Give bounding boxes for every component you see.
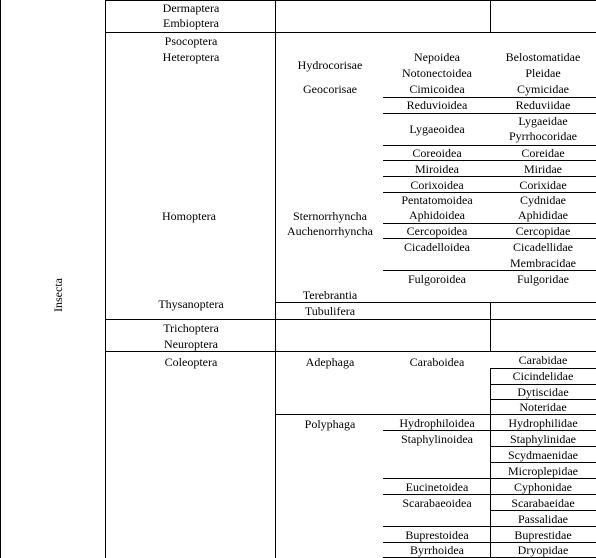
superfamily-coreoidea: Coreoidea	[412, 146, 462, 160]
order-heteroptera: Heteroptera	[162, 50, 220, 64]
family-coreidae: Coreidae	[521, 146, 565, 160]
family-belostomatidae: Belostomatidae	[505, 50, 581, 64]
row-divider	[105, 32, 596, 33]
family-scydmaenidae: Scydmaenidae	[508, 448, 578, 462]
row-divider	[490, 446, 596, 447]
family-cymicidae: Cymicidae	[517, 82, 569, 96]
superfamily-fulgoroidea: Fulgoroidea	[408, 272, 466, 286]
order-neuroptera: Neuroptera	[164, 337, 218, 351]
family-staphylinidae: Staphylinidae	[510, 432, 576, 446]
order-homoptera: Homoptera	[162, 209, 216, 223]
column-divider-superfamily	[490, 302, 491, 319]
row-divider	[490, 462, 596, 463]
superfamily-caraboidea: Caraboidea	[409, 355, 465, 369]
family-corixidae: Corixidae	[519, 178, 567, 192]
order-trichoptera: Trichoptera	[163, 321, 219, 335]
row-divider	[383, 430, 596, 431]
family-lygaeidae: Lygaeidae	[518, 114, 568, 128]
column-divider-superfamily	[490, 319, 491, 352]
order-embioptera: Embioptera	[163, 16, 219, 30]
family-hydrophilidae: Hydrophilidae	[508, 416, 578, 430]
row-divider	[383, 160, 596, 161]
family-microplepidae: Microplepidae	[508, 464, 578, 478]
row-divider	[105, 351, 596, 352]
family-dryopidae: Dryopidae	[517, 543, 569, 557]
family-passalidae: Passalidae	[518, 512, 568, 526]
row-divider	[490, 510, 596, 511]
superfamily-staphylinoidea: Staphylinoidea	[401, 432, 473, 446]
family-buprestidae: Buprestidae	[514, 528, 572, 542]
row-divider	[383, 270, 596, 271]
superfamily-hydrophiloidea: Hydrophiloidea	[399, 416, 475, 430]
family-miridae: Miridae	[524, 162, 562, 176]
suborder-geocorisae: Geocorisae	[303, 82, 357, 96]
superfamily-corixoidea: Corixoidea	[410, 178, 464, 192]
family-cydnidae: Cydnidae	[520, 193, 566, 207]
order-psocoptera: Psocoptera	[164, 34, 218, 48]
suborder-hydrocorisae: Hydrocorisae	[297, 58, 363, 72]
row-divider	[383, 302, 596, 303]
superfamily-eucinetoidea: Eucinetoidea	[405, 480, 469, 494]
family-pleidae: Pleidae	[525, 66, 561, 80]
family-membracidae: Membracidae	[510, 256, 576, 270]
superfamily-scarabaeoidea: Scarabaeoidea	[402, 496, 472, 510]
family-aphididae: Aphididae	[518, 208, 568, 222]
column-divider-suborder	[490, 0, 491, 33]
family-fulgoridae: Fulgoridae	[517, 272, 569, 286]
superfamily-miroidea: Miroidea	[415, 162, 459, 176]
row-divider	[383, 176, 596, 177]
row-divider	[275, 302, 383, 303]
row-divider	[383, 478, 596, 479]
column-divider-superfamily	[490, 368, 491, 558]
family-scarabaeidae: Scarabaeidae	[511, 496, 575, 510]
suborder-polyphaga: Polyphaga	[304, 417, 356, 431]
row-divider	[383, 526, 596, 527]
superfamily-buprestoidea: Buprestoidea	[405, 528, 469, 542]
order-dermaptera: Dermaptera	[162, 1, 220, 15]
superfamily-aphidoidea: Aphidoidea	[409, 208, 465, 222]
class-label: Insecta	[51, 278, 65, 312]
superfamily-cercopoidea: Cercopoidea	[406, 224, 468, 238]
family-noteridae: Noteridae	[519, 400, 567, 414]
column-divider-order	[275, 0, 276, 558]
family-cyphonidae: Cyphonidae	[514, 480, 572, 494]
family-cicindelidae: Cicindelidae	[512, 369, 574, 383]
suborder-terebrantia: Terebrantia	[302, 288, 358, 302]
superfamily-byrrhoidea: Byrrhoidea	[410, 543, 464, 557]
row-divider	[275, 414, 596, 415]
suborder-auchenorrhyncha: Auchenorrhyncha	[287, 224, 373, 238]
superfamily-notonectoidea: Notonectoidea	[402, 66, 472, 80]
superfamily-nepoidea: Nepoidea	[414, 50, 460, 64]
suborder-sternorrhyncha: Sternorrhyncha	[293, 209, 367, 223]
family-reduviidae: Reduviidae	[515, 98, 571, 112]
row-divider	[383, 494, 596, 495]
family-carabidae: Carabidae	[518, 353, 568, 367]
table-border-left	[0, 0, 1, 558]
superfamily-lygaeoidea: Lygaeoidea	[409, 122, 465, 136]
suborder-adephaga: Adephaga	[305, 355, 355, 369]
order-coleoptera: Coleoptera	[164, 355, 218, 369]
superfamily-pentatomoidea: Pentatomoidea	[401, 193, 473, 207]
column-divider-class	[105, 0, 106, 558]
row-divider	[383, 238, 596, 239]
suborder-tubulifera: Tubulifera	[304, 304, 356, 318]
family-pyrrhocoridae: Pyrrhocoridae	[509, 129, 577, 143]
superfamily-cicadelloidea: Cicadelloidea	[404, 240, 470, 254]
superfamily-reduvioidea: Reduvioidea	[406, 98, 468, 112]
family-cercopidae: Cercopidae	[515, 224, 571, 238]
order-thysanoptera: Thysanoptera	[158, 297, 224, 311]
family-dytiscidae: Dytiscidae	[517, 385, 569, 399]
family-cicadellidae: Cicadellidae	[513, 240, 573, 254]
row-divider	[105, 319, 596, 320]
superfamily-cimicoidea: Cimicoidea	[409, 82, 465, 96]
